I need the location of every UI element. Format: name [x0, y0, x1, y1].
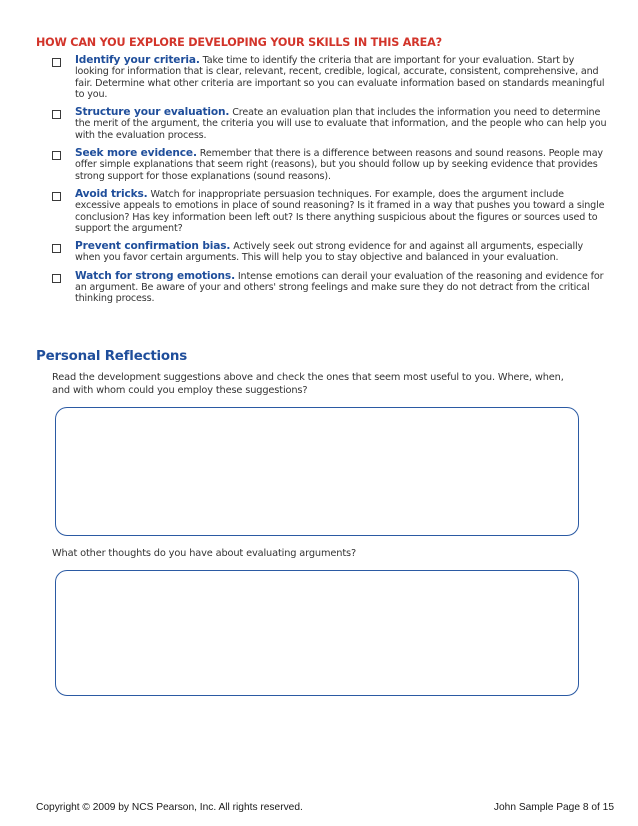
suggestion-title: Identify your criteria.: [75, 54, 200, 66]
suggestion-item-strong-emotions: [52, 271, 608, 305]
suggestion-title: Prevent confirmation bias.: [75, 240, 231, 253]
suggestion-text: Watch for inappropriate persuasion techniques. For example, does the argument include excessive appeals to emotions in place of sound reasoning? Is it framed in a way that pushes you toward a single conclusion? Has key information been left out? Is there anything suspicious about the figures or sources used to support the argument?: [75, 188, 605, 234]
reflection-prompt-1: Read the development suggestions above and check the ones that seem most useful to you. Where, when, and with whom could you employ these suggestions?: [52, 372, 564, 396]
suggestion-title: Watch for strong emotions.: [75, 269, 235, 282]
suggestion-text: Create an evaluation plan that includes the information you need to determine the merit of the argument, the criteria you will use to evaluate that information, and the people who can help you with the evaluation process.: [75, 107, 607, 141]
section-heading: HOW CAN YOU EXPLORE DEVELOPING YOUR SKILLS IN THIS AREA?: [36, 36, 442, 49]
suggestion-text: Actively seek out strong evidence for and against all arguments, especially when you favor certain arguments. This will help you to stay objective and balanced in your evaluation.: [75, 241, 584, 264]
checkbox-prevent-bias[interactable]: [52, 244, 61, 253]
suggestion-item-avoid-tricks: [52, 189, 608, 234]
reflections-heading: Personal Reflections: [36, 349, 188, 364]
suggestion-item-identify-criteria: [52, 55, 608, 100]
page-number: John Sample Page 8 of 15: [493, 802, 614, 813]
checkbox-strong-emotions[interactable]: [52, 274, 61, 283]
copyright-notice: Copyright © 2009 by NCS Pearson, Inc. All rights reserved.: [36, 802, 303, 813]
checkbox-structure-evaluation[interactable]: [52, 110, 61, 119]
suggestion-text: Take time to identify the criteria that are important for your evaluation. Start by looking for information that is clear, relevant, recent, credible, logical, accurate, consistent, comprehensive, and fair. Determine what other criteria are important so you can evaluate information based on standards meaningful to you.: [75, 55, 605, 100]
suggestion-title: Seek more evidence.: [75, 147, 197, 160]
suggestion-text: Intense emotions can derail your evaluation of the reasoning and evidence for an argument. Be aware of your and others' strong feelings and make sure they do not detract from the critical thinking process.: [75, 270, 604, 305]
checkbox-avoid-tricks[interactable]: [52, 192, 61, 201]
suggestion-item-structure-evaluation: [52, 107, 608, 141]
checkbox-identify-criteria[interactable]: [52, 58, 61, 67]
checkbox-seek-evidence[interactable]: [52, 151, 61, 160]
suggestion-title: Structure your evaluation.: [75, 106, 230, 119]
suggestion-text: Remember that there is a difference between reasons and sound reasons. People may offer simple explanations that seem right (reasons), but you should follow up by seeking evidence that provides strong support for those explanations (sound reasons).: [75, 148, 603, 182]
reflection-answer-box-1[interactable]: [55, 407, 579, 536]
suggestion-list: [52, 55, 608, 312]
suggestion-title: Avoid tricks.: [75, 187, 148, 200]
reflection-answer-box-2[interactable]: [55, 570, 579, 696]
suggestion-item-prevent-bias: [52, 241, 608, 264]
reflection-prompt-2: What other thoughts do you have about evaluating arguments?: [52, 548, 357, 559]
suggestion-item-seek-evidence: [52, 148, 608, 182]
